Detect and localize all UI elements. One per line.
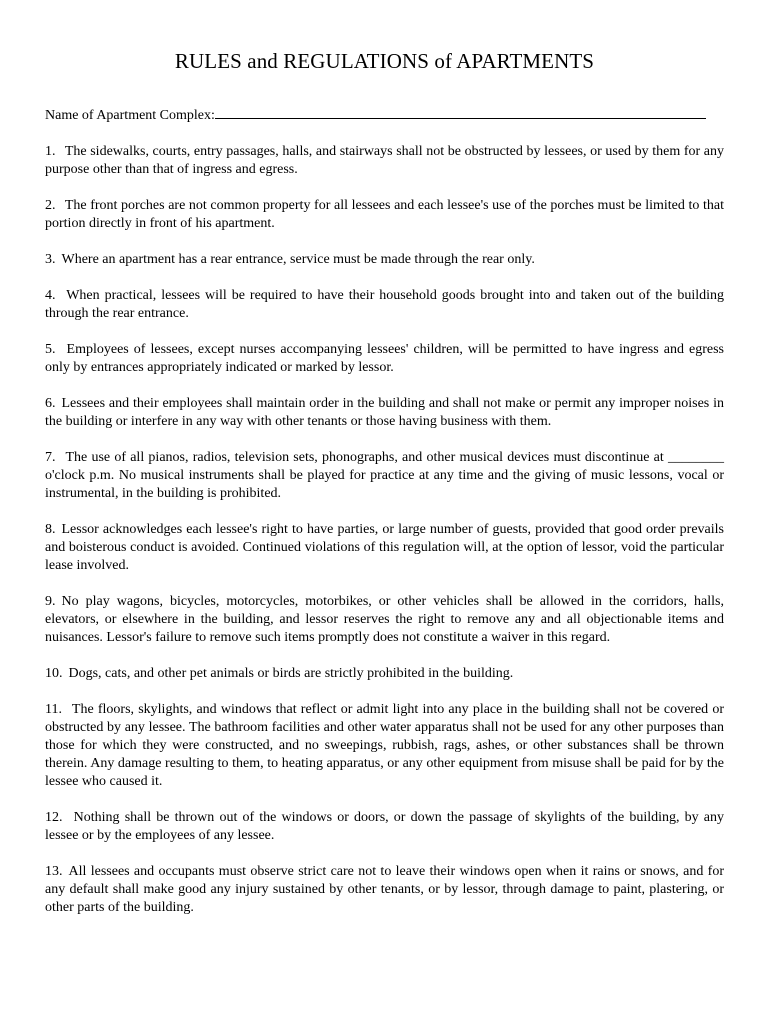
rule-item (45, 593, 724, 647)
rule-text: Dogs, cats, and other pet animals or birds are strictly prohibited in the building. (68, 666, 514, 681)
apartment-complex-line (45, 105, 724, 125)
rule-text: The use of all pianos, radios, television sets, phonographs, and other musical devices must discontinue at ________ o'clock p.m. No musical instruments shall be played for practice at any time and the giving of music lessons, vocal or instrumental, in the building is prohibited. (45, 450, 724, 501)
rule-text: When practical, lessees will be required to have their household goods brought into and taken out of the building through the rear entrance. (45, 288, 724, 321)
rule-text: All lessees and occupants must observe strict care not to leave their windows open when it rains or snows, and for any default shall make good any injury sustained by other tenants, or by lessor, through damage to paint, plastering, or other parts of the building. (45, 864, 724, 915)
rule-number: 5. (45, 342, 56, 357)
rule-number: 8. (45, 522, 56, 537)
rule-item (45, 287, 724, 323)
rule-item (45, 197, 724, 233)
rule-item (45, 863, 724, 917)
apartment-complex-blank[interactable] (215, 105, 706, 119)
rule-item (45, 395, 724, 431)
rule-text: No play wagons, bicycles, motorcycles, motorbikes, or other vehicles shall be allowed in the corridors, halls, elevators, or elsewhere in the building, and lessor reserves the right to remove any and all objectionable items and nuisances. Lessor's failure to remove such items promptly does not constitute a waiver in this regard. (45, 594, 724, 645)
rule-number: 9. (45, 594, 56, 609)
rule-number: 10. (45, 666, 63, 681)
rule-item (45, 449, 724, 503)
rule-text: Lessor acknowledges each lessee's right to have parties, or large number of guests, provided that good order prevails and boisterous conduct is avoided. Continued violations of this regulation will, at the option of lessor, void the particular lease involved. (45, 522, 724, 573)
rule-number: 13. (45, 864, 63, 879)
rule-number: 11. (45, 702, 62, 717)
rule-number: 2. (45, 198, 56, 213)
rule-item (45, 809, 724, 845)
rule-text: Lessees and their employees shall maintain order in the building and shall not make or permit any improper noises in the building or interfere in any way with other tenants or those having business with them. (45, 396, 724, 429)
rule-number: 1. (45, 144, 56, 159)
rule-number: 6. (45, 396, 56, 411)
rule-number: 3. (45, 252, 56, 267)
rule-item (45, 251, 724, 269)
rule-text: Nothing shall be thrown out of the windows or doors, or down the passage of skylights of the building, by any lessee or by the employees of any lessee. (45, 810, 725, 843)
rule-item (45, 341, 724, 377)
rule-number: 12. (45, 810, 63, 825)
rule-text: The front porches are not common property for all lessees and each lessee's use of the porches must be limited to that portion directly in front of his apartment. (45, 198, 724, 231)
rule-text: The floors, skylights, and windows that reflect or admit light into any place in the building shall not be covered or obstructed by any lessee. The bathroom facilities and other water apparatus shall not be used for any other purposes than those for which they were constructed, and no sweepings, rubbish, rags, ashes, or other substances shall be thrown therein. Any damage resulting to them, to heating apparatus, or any other equipment from misuse shall be paid for by the lessee who caused it. (45, 702, 724, 789)
rules-list (45, 143, 724, 917)
rule-number: 4. (45, 288, 56, 303)
rule-item (45, 665, 724, 683)
rule-item (45, 143, 724, 179)
rule-text: The sidewalks, courts, entry passages, halls, and stairways shall not be obstructed by lessees, or used by them for any purpose other than that of ingress and egress. (45, 144, 724, 177)
rule-number: 7. (45, 450, 56, 465)
rule-text: Employees of lessees, except nurses accompanying lessees' children, will be permitted to have ingress and egress only by entrances appropriately indicated or marked by lessor. (45, 342, 724, 375)
rule-item (45, 521, 724, 575)
document-title: RULES and REGULATIONS of APARTMENTS (174, 49, 595, 73)
rule-text: Where an apartment has a rear entrance, service must be made through the rear only. (61, 252, 535, 267)
apartment-complex-label: Name of Apartment Complex: (45, 108, 215, 123)
rule-item (45, 701, 724, 791)
